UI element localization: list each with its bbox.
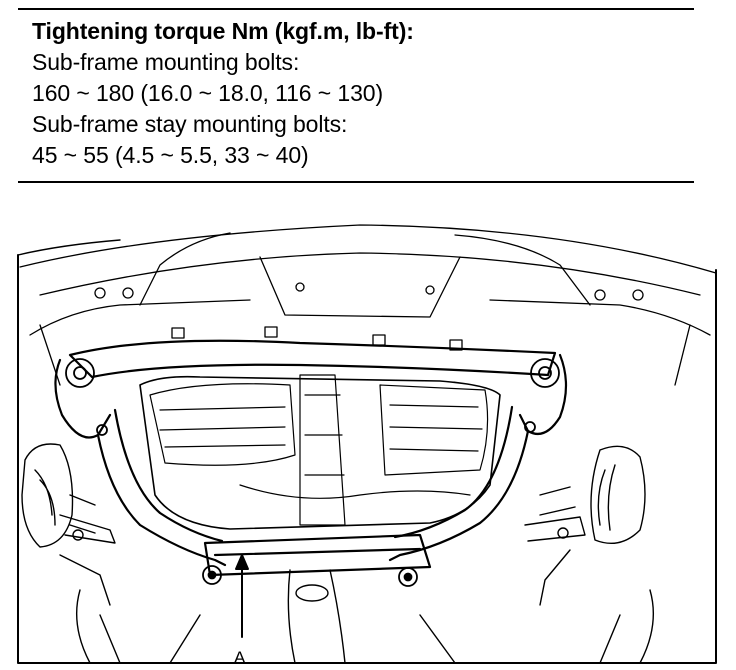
callout-a-label: A [234, 648, 246, 667]
exhaust-pipe [77, 570, 654, 663]
spec-bottom-rule [18, 181, 694, 183]
spec-top-rule [18, 8, 694, 10]
right-wheel-assembly [525, 446, 645, 605]
subframe-illustration [0, 195, 736, 670]
spec-heading: Tightening torque Nm (kgf.m, lb-ft): [32, 18, 414, 44]
spec-line-subframe-value: 160 ~ 180 (16.0 ~ 18.0, 116 ~ 130) [32, 80, 384, 106]
engine-underside [150, 375, 488, 525]
spec-line-stay-value: 45 ~ 55 (4.5 ~ 5.5, 33 ~ 40) [32, 142, 309, 168]
callout-a-pointer [236, 555, 248, 637]
left-wheel-assembly [22, 444, 115, 605]
figure-frame [18, 240, 716, 663]
subframe-crossmember [55, 341, 566, 575]
body-underside [20, 225, 716, 385]
spec-line-subframe-label: Sub-frame mounting bolts: [32, 49, 300, 75]
torque-spec-box [18, 0, 694, 185]
spec-text-block [32, 16, 414, 171]
spec-line-stay-label: Sub-frame stay mounting bolts: [32, 111, 348, 137]
subframe-drawing [0, 195, 736, 670]
